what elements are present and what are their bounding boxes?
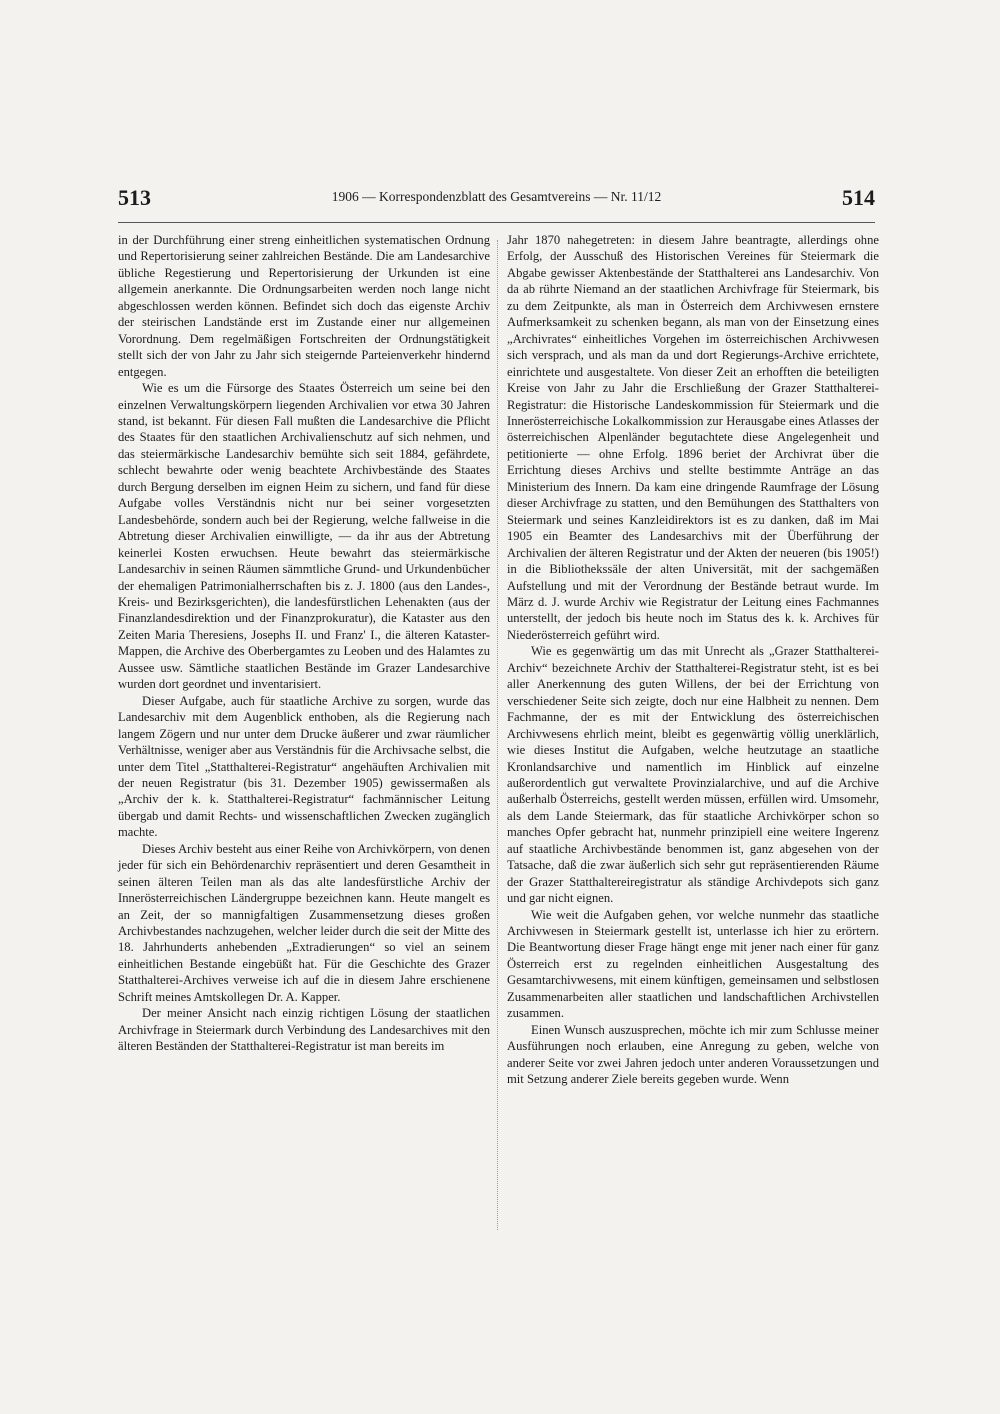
paragraph: Wie es gegenwärtig um das mit Unrecht als „Grazer Statthalterei-Archiv“ bezeichnete Archiv der Statthalterei-Registratur steht, ist es bei aller Anerkennung des guten Willens, der bei der Errichtung von verschiedener Seite sich zeigte, doch nur eine Halbheit zu nennen. Dem Fachmanne, der es mit der Entwicklung des österreichischen Archivwesens ehrlich meint, bleibt es gegenwärtig völlig unerklärlich, wie dieses Institut die Aufgaben, welche heutzutage an staatliche Kronlandsarchive und namentlich im Hinblick auf einzelne außerordentlich gut verwaltete Provinzialarchive, und auf die Archive außerhalb Österreichs, gestellt werden müssen, erfüllen wird. Umsomehr, als dem Lande Steiermark, das für staatliche Archivkörper schon so manches Opfer gebracht hat, nunmehr prinzipiell eine weitere Ingerenz auf staatliche Archivbestände benommen ist, ganz abgesehen von der Tatsache, daß die zwar äußerlich sich sehr gut repräsentierenden Räume der Grazer Statthaltereiregistratur als ständige Archivdepots sich ganz und gar nicht eignen. (507, 644, 879, 906)
page-number-left: 513 (118, 185, 151, 210)
left-column (118, 232, 490, 1055)
paragraph: Wie es um die Fürsorge des Staates Österreich um seine bei den einzelnen Verwaltungskörpern liegenden Archivalien vor etwa 30 Jahren stand, ist bekannt. Für diesen Fall mußten die Landesarchive die Pflicht des Staates für den staatlichen Archivalienschutz auf sich nehmen, und das steiermärkische Landesarchiv bemühte sich seit 1884, gefährdete, schlecht bewahrte oder wenig beachtete Archivbestände des Staates durch Bergung derselben im eignen Heim zu sichern, und fand für diese Aufgabe volles Verständnis nicht nur bei seiner vorgesetzten Landesbehörde, sondern auch bei der Regierung, welche fallweise in die Abtretung dieser Archivalien einwilligte, — da ihr aus der Abtretung keinerlei Kosten erwuchsen. Heute bewahrt das steiermärkische Landesarchiv in seinen Räumen sämmtliche Grund- und Urkundenbücher der ehemaligen Patrimonialherrschaften bis z. J. 1800 (aus den Landes-, Kreis- und Bezirksgerichten), die landesfürstlichen Lehenakten (aus der Finanzlandesdirektion und der Finanzprokuratur), die Kataster aus den Zeiten Maria Theresiens, Josephs II. und Franz' I., die älteren Kataster-Mappen, die Archive des Oberbergamtes zu Leoben und des Halamtes zu Aussee usw. Sämtliche staatlichen Bestände im Grazer Landesarchive wurden dort geordnet und inventarisiert. (118, 381, 490, 692)
paragraph: in der Durchführung einer streng einheitlichen systematischen Ordnung und Repertorisierung seiner zahlreichen Bestände. Die am Landesarchive übliche Regestierung und Repertorisierung der Urkunden ist eine allgemein anerkannte. Die Ordnungsarbeiten werden noch lange nicht abgeschlossen werden können. Befindet sich doch das eigenste Archiv der steirischen Landstände erst im Zustande einer nur allgemeinen Vorordnung. Dem regelmäßigen Fortschreiten der Ordnungstätigkeit stellt sich der von Jahr zu Jahr sich steigernde Parteienverkehr hindernd entgegen. (118, 233, 490, 379)
header-rule (118, 222, 875, 223)
paragraph: Dieses Archiv besteht aus einer Reihe von Archivkörpern, von denen jeder für sich ein Behördenarchiv repräsentiert und deren Gesamtheit in seinen älteren Teilen man als das alte landesfürstliche Archiv der Innerösterreichischen Ländergruppe bezeichnen kann. Heute mangelt es an Zeit, der so mannigfaltigen Zusammensetzung dieses großen Archivbestandes nachzugehen, welcher leider durch die seit der Mitte des 18. Jahrhunderts anhebenden „Extradierungen“ so viel an seinem einheitlichen Bestande eingebüßt hat. Für die Geschichte des Grazer Statthalterei-Archives verweise ich auf die in diesem Jahre erschienene Schrift meines Amtskollegen Dr. A. Kapper. (118, 841, 490, 1004)
paragraph: Der meiner Ansicht nach einzig richtigen Lösung der staatlichen Archivfrage in Steiermark durch Verbindung des Landesarchives mit den älteren Beständen der Statthalterei-Registratur ist man bereits im (118, 1006, 490, 1054)
right-column (507, 232, 879, 1088)
page-number-right: 514 (842, 185, 875, 210)
running-title: 1906 — Korrespondenzblatt des Gesamtvereins — Nr. 11/12 (331, 189, 662, 204)
paragraph: Wie weit die Aufgaben gehen, vor welche nunmehr das staatliche Archivwesen in Steiermark gestellt ist, unterlasse ich hier zu erörtern. Die Beantwortung dieser Frage hängt enge mit jener nach einer für ganz Österreich erst zu regelnden einheitlichen Ausgestaltung des Gesamtarchivwesens, mit einem künftigen, gemeinsamen und selbstlosen Zusammenarbeiten aller staatlichen und landschaftlichen Archivstellen zusammen. (507, 907, 879, 1021)
paragraph: Jahr 1870 nahegetreten: in diesem Jahre beantragte, allerdings ohne Erfolg, der Ausschuß des Historischen Vereines für Steiermark die Abgabe gewisser Aktenbestände der Statthalterei ans Landesarchiv. Von da ab rührte Niemand an der staatlichen Archivfrage für Steiermark, bis zu dem Zeitpunkte, als man in Österreich dem Archivwesen ernstere Aufmerksamkeit zu schenken begann, als man von der Einsetzung eines „Archivrates“ einheitliches Vorgehen im österreichischen Archivwesen sich versprach, und als man da und dort Regierungs-Archive errichtete, einrichtete und ausgestaltete. Von dieser Zeit an erhofften die beteiligten Kreise von Jahr zu Jahr die Erschließung der Grazer Statthalterei-Registratur: die Historische Landeskommission für Steiermark und die Innerösterreichische Lokalkommission zur Herausgabe eines Atlasses der österreichischen Alpenländer begutachtete diese Angelegenheit und petitionierte — ohne Erfolg. 1896 beriet der Archivrat über die Errichtung dieses Archivs und stellte bestimmte Anträge an das Ministerium des Innern. Da kam eine dringende Raumfrage der Lösung dieser Archivfrage zu statten, und den Bemühungen des Statthalters von Steiermark und seines Kanzleidirektors ist es zu danken, daß im Mai 1905 ein Beamter des Landesarchivs mit der Überführung der Archivalien der älteren Registratur und der Akten der neueren (bis 1905!) in die Bibliothekssäle der alten Universität, mit der sachgemäßen Aufstellung und mit der Verordnung der Bestände betraut wurde. Im März d. J. wurde Archiv wie Registratur der Leitung eines Fachmannes unterstellt, der jedoch bis heute noch im Status des k. k. Archives für Niederösterreich geführt wird. (507, 233, 879, 642)
paragraph: Einen Wunsch auszusprechen, möchte ich mir zum Schlusse meiner Ausführungen noch erlauben, eine Anregung zu geben, welche von anderer Seite vor zwei Jahren jedoch unter anderen Voraussetzungen und mit Setzung anderer Ziele bereits gegeben wurde. Wenn (507, 1022, 879, 1087)
paragraph: Dieser Aufgabe, auch für staatliche Archive zu sorgen, wurde das Landesarchiv mit dem Augenblick enthoben, als die Regierung nach langem Zögern und nur unter dem Drucke äußerer und zwar räumlicher Verhältnisse, weniger aber aus Verständnis für die Archivsache selbst, die unter dem Titel „Statthalterei-Registratur“ angehäuften Archivalien mit der neuen Registratur (bis 31. Dezember 1905) gewissermaßen als „Archiv der k. k. Statthalterei-Registratur“ fachmännischer Leitung übergab und damit Rechts- und wissenschaftlichen Zwecken zugänglich machte. (118, 693, 490, 840)
column-divider (497, 240, 498, 1230)
page-header (118, 185, 875, 215)
